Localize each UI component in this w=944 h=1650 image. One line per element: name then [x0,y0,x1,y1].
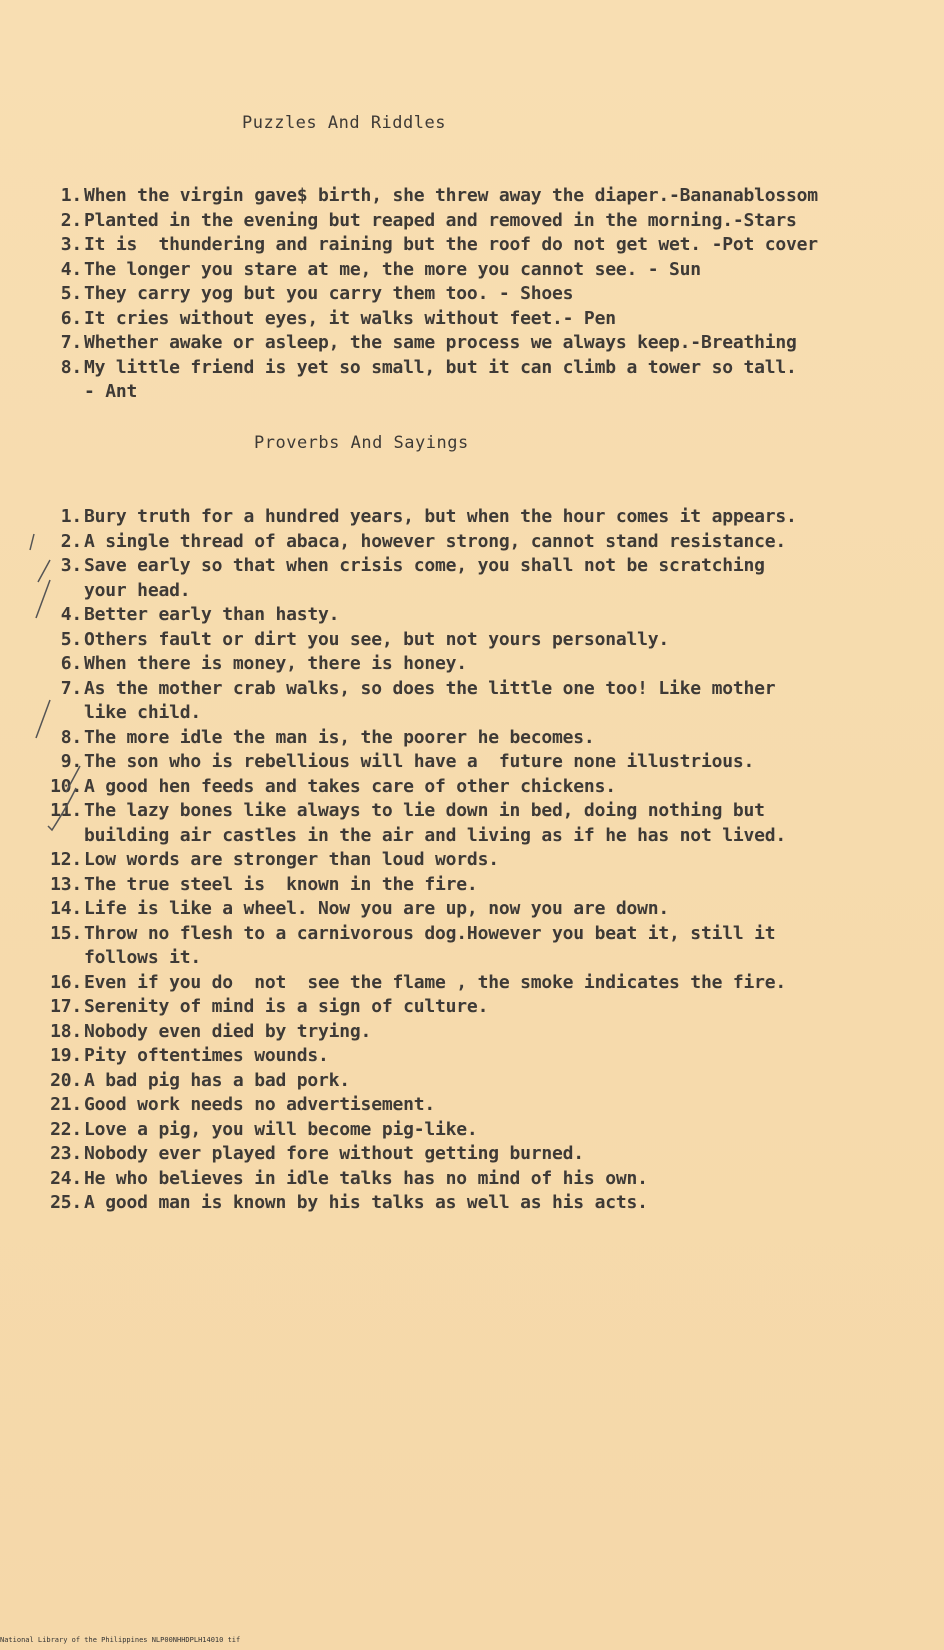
item-number: 3. [60,555,82,576]
item-number: 8. [60,726,82,748]
item-text: He who believes in idle talks has no mind of his own. [84,1167,648,1189]
item-text: Save early so that when crisis come, you shall not be scratching [84,555,765,576]
item-number: 24. [50,1167,82,1189]
proverbs-heading: Proverbs And Sayings [254,433,469,453]
item-text: like child. [84,702,202,723]
list-item [40,1044,786,1069]
item-text: follows it. [84,947,202,968]
item-text: Bury truth for a hundred years, but when the hour comes it appears. [84,506,797,527]
item-text: The true steel is known in the fire. [84,873,478,895]
list-item [40,209,797,234]
item-text: Low words are stronger than loud words. [84,849,499,870]
item-text: Serenity of mind is a sign of culture. [84,996,489,1017]
item-text: The son who is rebellious will have a future none illustrious. [84,751,755,772]
list-item [40,1167,786,1192]
list-item [40,356,797,405]
list-item [40,971,786,996]
item-number: 5. [60,283,82,304]
item-text: A good hen feeds and takes care of other chickens. [84,775,616,797]
list-item [40,799,786,848]
item-number: 21. [50,1094,82,1115]
item-text: My little friend is yet so small, but it can climb a tower so tall. [84,356,797,378]
list-item [40,554,786,603]
item-text: It cries without eyes, it walks without feet.- Pen [84,307,616,329]
item-number: 10. [50,775,82,797]
item-number: 4. [60,604,82,625]
item-number: 12. [50,849,82,870]
list-item [40,1142,786,1167]
list-item [40,677,786,726]
item-number: 25. [50,1192,82,1213]
riddles-heading: Puzzles And Riddles [242,113,446,133]
pencil-check-marks [10,530,100,850]
item-number: 15. [50,922,82,944]
item-text: Pity oftentimes wounds. [84,1045,329,1066]
item-number: 2. [60,209,82,231]
list-item [40,1093,786,1118]
item-number: 7. [60,332,82,353]
item-text: Nobody ever played fore without getting burned. [84,1143,584,1164]
list-item [40,1069,786,1094]
list-item [40,922,786,971]
list-item [40,726,786,751]
list-item [40,652,786,677]
list-item [40,995,786,1020]
item-text: Whether awake or asleep, the same process we always keep.-Breathing [84,332,797,353]
item-text: your head. [84,579,191,601]
item-number: 13. [50,873,82,895]
item-number: 22. [50,1118,82,1140]
item-number: 6. [60,307,82,329]
item-number: 8. [60,356,82,378]
list-item [40,603,786,628]
item-number: 20. [50,1069,82,1091]
item-number: 17. [50,996,82,1017]
item-number: 1. [60,185,82,206]
item-text: A bad pig has a bad pork. [84,1069,350,1091]
item-number: 2. [60,530,82,552]
list-item [40,282,574,307]
item-text: Planted in the evening but reaped and removed in the morning.-Stars [84,209,797,231]
item-number: 7. [60,677,82,699]
item-number: 5. [60,628,82,650]
list-item [40,530,786,555]
item-text: - Ant [84,381,138,402]
item-text: Love a pig, you will become pig-like. [84,1118,478,1140]
item-text: Nobody even died by trying. [84,1020,372,1042]
item-text: A good man is known by his talks as well as his acts. [84,1192,648,1213]
item-text: They carry yog but you carry them too. - Shoes [84,283,574,304]
item-text: The longer you stare at me, the more you cannot see. - Sun [84,258,701,280]
item-number: 19. [50,1045,82,1066]
item-text: Better early than hasty. [84,604,340,625]
item-number: 14. [50,898,82,919]
item-text: Life is like a wheel. Now you are up, now you are down. [84,898,670,919]
item-number: 4. [60,258,82,280]
list-item [40,233,818,258]
list-item [40,897,786,922]
item-number: 18. [50,1020,82,1042]
list-item [40,775,786,800]
list-item [40,873,786,898]
item-number: 3. [60,234,82,255]
list-item [40,1118,786,1143]
proverbs-list [40,505,797,1216]
item-text: It is thundering and raining but the roof do not get wet. -Pot cover [84,234,818,255]
list-item [40,1020,786,1045]
item-text: The more idle the man is, the poorer he becomes. [84,726,595,748]
item-number: 9. [60,751,82,772]
list-item [40,750,786,775]
item-text: building air castles in the air and living as if he has not lived. [84,824,787,846]
item-text: A single thread of abaca, however strong, cannot stand resistance. [84,530,787,552]
item-text: Throw no flesh to a carnivorous dog.However you beat it, still it [84,922,776,944]
item-number: 16. [50,971,82,993]
list-item [40,258,701,283]
item-text: As the mother crab walks, so does the little one too! Like mother [84,677,776,699]
list-item [40,307,616,332]
item-text: When the virgin gave$ birth, she threw away the diaper.-Bananablossom [84,185,818,206]
item-text: Good work needs no advertisement. [84,1094,436,1115]
page-footer: National Library of the Philippines NLP00NHHDPLH14010 tif [0,1636,241,1644]
item-number: 6. [60,653,82,674]
list-item [40,505,797,530]
item-number: 1. [60,506,82,527]
list-item [40,1191,786,1216]
item-text: Others fault or dirt you see, but not yours personally. [84,628,670,650]
list-item [40,848,786,873]
item-text: When there is money, there is honey. [84,653,467,674]
item-text: The lazy bones like always to lie down in bed, doing nothing but [84,800,765,821]
item-number: 23. [50,1143,82,1164]
item-text: Even if you do not see the flame , the smoke indicates the fire. [84,971,787,993]
list-item [40,628,786,653]
list-item [40,331,797,356]
list-item [40,184,818,209]
item-number: 11. [50,800,82,821]
riddles-list [40,184,818,405]
